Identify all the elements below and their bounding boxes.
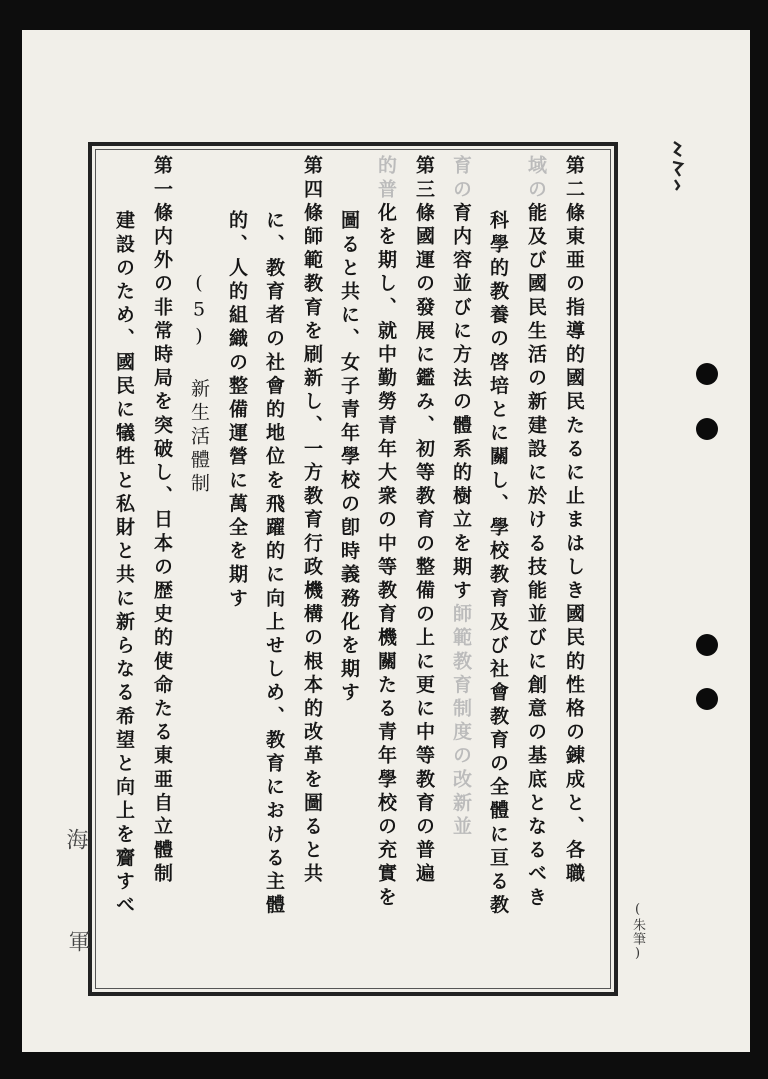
text-column-3 <box>482 210 514 918</box>
text-column-2 <box>520 155 552 910</box>
text-column-11 <box>183 272 215 496</box>
column-text: 東亜の指導的國民たるに止まはしき國民的性格の錬成と、各職 <box>563 225 585 887</box>
column-text: 建設のため、國民に犠牲と私財と共に新らなる希望と向上を齎すべ <box>113 210 135 918</box>
article-label: 第四條 <box>301 155 323 226</box>
punch-hole-1 <box>696 363 718 385</box>
margin-char-bottom: 軍 <box>65 930 90 952</box>
text-column-4 <box>445 155 477 839</box>
faded-text: 的普 <box>375 155 397 203</box>
column-text: (5) 新生活體制 <box>188 272 210 497</box>
handwritten-mark-icon <box>670 140 686 192</box>
column-text: 内外の非常時局を突破し、日本の歴史的使命たる東亜自立體制 <box>151 225 173 887</box>
article-label: 第一條 <box>151 155 173 226</box>
text-column-10 <box>221 210 253 611</box>
faded-text: 師範教育制度の改新並 <box>450 603 472 840</box>
column-text: に、教育者の社會的地位を飛躍的に向上せしめ、教育における主體 <box>263 210 285 918</box>
article-label: 第二條 <box>563 155 585 226</box>
text-column-5 <box>408 155 440 887</box>
text-column-1 <box>558 155 590 887</box>
text-column-9 <box>258 210 290 918</box>
column-text: 育内容並びに方法の體系的樹立を期す <box>450 202 472 604</box>
column-text: 科學的教養の啓培とに關し、學校教育及び社會教育の全體に亘る教 <box>487 210 509 918</box>
column-text: 的、人的組織の整備運營に萬全を期す <box>226 210 248 612</box>
column-text: 師範教育を刷新し、一方教育行政機構の根本的改革を圖ると共 <box>301 225 323 887</box>
article-label: 第三條 <box>413 155 435 226</box>
punch-hole-4 <box>696 688 718 710</box>
text-column-8 <box>296 155 328 887</box>
text-column-13 <box>108 210 140 918</box>
column-text: 國運の發展に鑑み、初等教育の整備の上に更に中等教育の普遍 <box>413 225 435 887</box>
text-column-7 <box>333 210 365 706</box>
column-text: 圖ると共に、女子青年學校の卽時義務化を期す <box>338 210 360 706</box>
column-text: 化を期し、就中勤勞青年大衆の中等教育機關たる青年學校の充實を <box>375 202 397 911</box>
margin-char-top: 海 <box>63 828 88 850</box>
column-text: 能及び國民生活の新建設に於ける技能並びに創意の基底となるべき <box>525 202 547 911</box>
faded-text: 育の <box>450 155 472 203</box>
margin-note: (朱筆) <box>630 902 645 962</box>
punch-hole-2 <box>696 418 718 440</box>
punch-hole-3 <box>696 634 718 656</box>
text-column-12 <box>146 155 178 887</box>
text-column-6 <box>370 155 402 910</box>
faded-text: 域の <box>525 155 547 203</box>
